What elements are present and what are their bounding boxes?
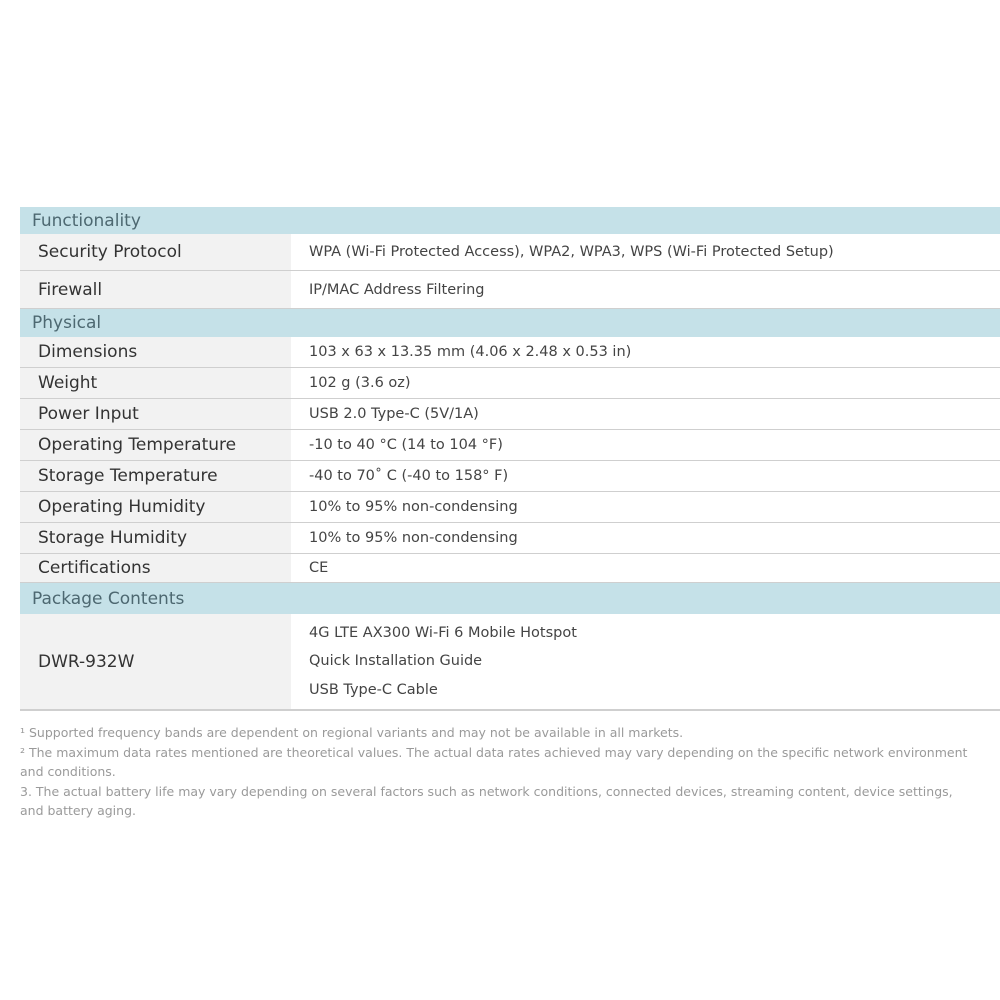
table-row (20, 554, 1000, 583)
footnotes (20, 723, 980, 821)
footnote: ¹ Supported frequency bands are dependent on regional variants and may not be available in all markets. (20, 725, 684, 740)
list-item: Quick Installation Guide (309, 653, 483, 670)
row-label: Weight (20, 368, 292, 398)
row-value: 10% to 95% non-condensing (309, 530, 518, 546)
row-label: Operating Temperature (20, 430, 292, 460)
table-row (20, 271, 1000, 309)
table-row (20, 337, 1000, 368)
row-value: USB 2.0 Type-C (5V/1A) (309, 406, 479, 422)
table-row (20, 461, 1000, 492)
footnote: 3. The actual battery life may vary depending on several factors such as network conditions, connected devices, streaming content, device settings, and battery aging. (20, 783, 953, 818)
table-row (20, 492, 1000, 523)
table-row (20, 234, 1000, 271)
row-label: Storage Humidity (20, 523, 292, 553)
row-value: WPA (Wi-Fi Protected Access), WPA2, WPA3, WPS (Wi-Fi Protected Setup) (309, 244, 834, 260)
row-value: 102 g (3.6 oz) (309, 375, 411, 391)
row-label: Operating Humidity (20, 492, 292, 522)
table-row (20, 430, 1000, 461)
table-row (20, 614, 1000, 711)
section-title: Physical (32, 313, 102, 333)
table-row (20, 399, 1000, 430)
section-header-functionality (20, 207, 1000, 234)
row-label: Firewall (20, 271, 292, 308)
table-row (20, 523, 1000, 554)
row-label: Dimensions (20, 337, 292, 367)
row-value: 10% to 95% non-condensing (309, 499, 518, 515)
spec-table (20, 207, 1000, 711)
row-label: Power Input (20, 399, 292, 429)
row-label: Storage Temperature (20, 461, 292, 491)
row-value: -40 to 70˚ C (-40 to 158° F) (309, 468, 509, 484)
row-label: DWR-932W (20, 614, 292, 709)
row-value: 103 x 63 x 13.35 mm (4.06 x 2.48 x 0.53 in) (309, 344, 632, 360)
footnote: ² The maximum data rates mentioned are theoretical values. The actual data rates achieved may vary depending on the specific network environment and conditions. (20, 744, 968, 779)
row-value: IP/MAC Address Filtering (309, 281, 485, 298)
section-title: Package Contents (32, 588, 185, 609)
section-header-package-contents (20, 583, 1000, 614)
section-title: Functionality (32, 210, 141, 231)
table-row (20, 368, 1000, 399)
section-header-physical (20, 309, 1000, 337)
row-value: CE (309, 560, 329, 576)
list-item: 4G LTE AX300 Wi-Fi 6 Mobile Hotspot (309, 624, 577, 641)
row-value-list (292, 614, 1000, 709)
row-value: -10 to 40 °C (14 to 104 °F) (309, 437, 503, 453)
row-label: Security Protocol (20, 234, 292, 270)
list-item: USB Type-C Cable (309, 681, 438, 698)
row-label: Certifications (20, 554, 292, 582)
